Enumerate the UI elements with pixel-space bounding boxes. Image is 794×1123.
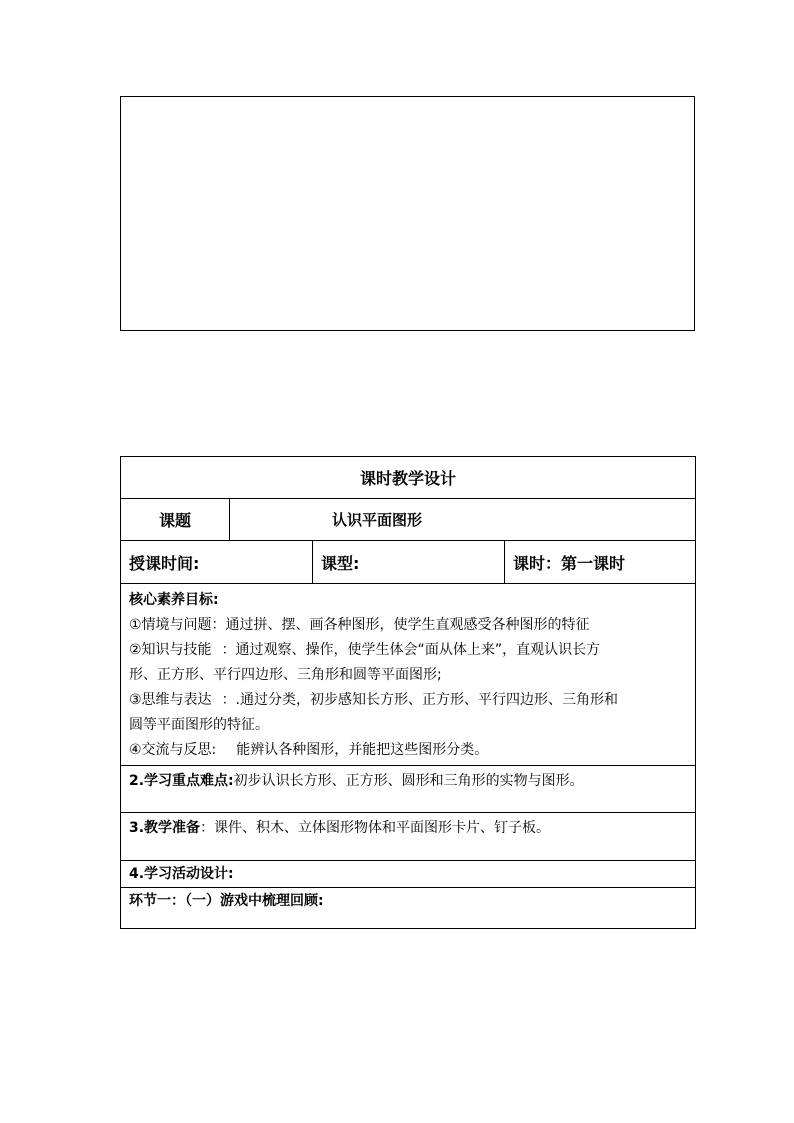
goals-section	[121, 584, 695, 766]
goal-item-2-cont: 形、正方形、平行四边形、三角形和圆等平面图形;	[129, 667, 442, 683]
step1-row: 环节一：（一）游戏中梳理回顾:	[129, 893, 324, 909]
goal-item-3-text: ：.通过分类，初步感知长方形、正方形、平行四边形、三角形和	[221, 692, 619, 708]
period-label: 课时：第一课时	[513, 553, 626, 573]
prep-text: ：课件、积木、立体图形物体和平面图形卡片、钉子板。	[200, 820, 551, 836]
goal-item-4	[129, 738, 689, 763]
goal-item-2-text: ：通过观察、操作，使学生体会“面从体上来”，直观认识长方	[221, 642, 601, 658]
goal-item-3-label: ③思维与表达	[129, 692, 212, 708]
goal-item-1: ①情境与问题：通过拼、摆、画各种图形，使学生直观感受各种图形的特征	[129, 617, 590, 633]
type-label: 课型:	[313, 541, 505, 583]
activity-row: 4.学习活动设计:	[121, 861, 695, 888]
goal-item-4-text: 能辨认各种图形，并能把这些图形分类。	[236, 742, 489, 758]
blank-frame	[120, 96, 695, 331]
goal-item-3-cont: 圆等平面图形的特征。	[129, 717, 269, 733]
time-label: 授课时间:	[121, 541, 313, 583]
meta-row	[121, 541, 695, 584]
focus-label: 2.学习重点难点:	[129, 773, 234, 789]
goals-heading: 核心素养目标:	[129, 592, 219, 608]
lesson-plan-table	[120, 456, 696, 929]
prep-label: 3.教学准备	[129, 820, 201, 836]
topic-label: 课题	[121, 499, 230, 540]
topic-value: 认识平面图形	[332, 511, 423, 529]
focus-row	[121, 766, 695, 813]
focus-text: 初步认识长方形、正方形、圆形和三角形的实物与图形。	[233, 773, 584, 789]
goal-item-3	[129, 688, 689, 713]
plan-title: 课时教学设计	[121, 457, 695, 499]
goal-item-4-label: ④交流与反思:	[129, 742, 217, 758]
goal-item-2-label: ②知识与技能	[129, 642, 212, 658]
topic-row	[121, 499, 695, 541]
prep-row	[121, 813, 695, 861]
goal-item-2	[129, 638, 689, 663]
